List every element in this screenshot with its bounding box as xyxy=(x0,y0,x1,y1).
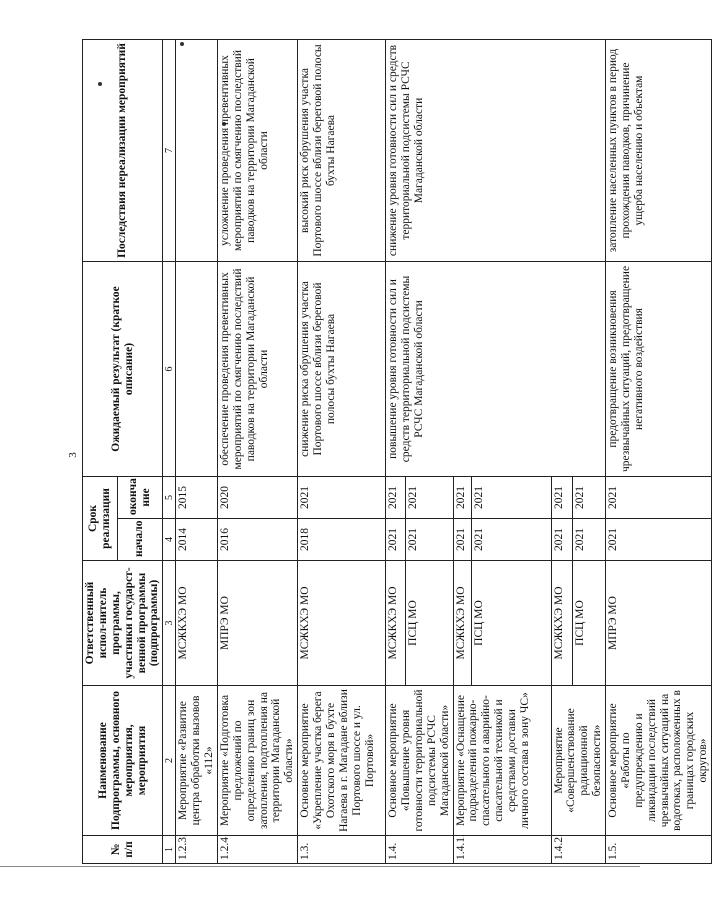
row-executor: МСЖКХЭ МО xyxy=(298,561,386,686)
row-executor: ПСЦ МО xyxy=(406,561,453,686)
row-name: Мероприятие «Оснащение подразделений пожарно-спасательного и аварийно-спасательной техникой и средствами доставки личного состава в зону ЧС» xyxy=(453,686,551,836)
row-number: 1.2.3. xyxy=(176,836,218,864)
row-name: Мероприятие «Подготовка предложений по определению границ зон затопления, подтопления на территории Магаданской области» xyxy=(217,686,297,836)
row-name: Основное мероприятие «Повышение уровня готовности территориальной подсистемы РСЧС Магаданской области» xyxy=(386,686,453,836)
table-row xyxy=(298,39,386,863)
row-start: 2021 xyxy=(471,519,551,561)
row-expected: обеспечение проведения превентивных мероприятий по смягчению последствий паводков на территории Магаданской области xyxy=(217,261,297,476)
row-executor: МСЖКХЭ МО xyxy=(551,561,572,686)
header-num: № п/п xyxy=(83,836,163,864)
index-cell: 5 xyxy=(163,476,176,518)
row-end: 2021 xyxy=(606,476,712,518)
row-expected xyxy=(176,261,218,476)
program-table xyxy=(82,39,712,864)
row-end: 2021 xyxy=(406,476,453,518)
row-executor: МСЖКХЭ МО xyxy=(453,561,471,686)
table-row xyxy=(217,39,297,863)
row-number: 1.3. xyxy=(298,836,386,864)
row-executor: МСЖКХЭ МО xyxy=(386,561,406,686)
rotated-table-viewport xyxy=(82,40,710,864)
row-number: 1.4.2. xyxy=(551,836,606,864)
bottom-rule xyxy=(0,866,640,867)
row-consequences: усложнение проведения превентивных мероприятий по смягчению последствий паводков на территории Магаданской области xyxy=(217,39,297,261)
row-expected: снижение риска обрушения участка Портового шоссе вблизи береговой полосы бухты Нагаева xyxy=(298,261,386,476)
index-cell: 2 xyxy=(163,686,176,836)
row-start: 2021 xyxy=(453,519,471,561)
header-executor: Ответственный испол-нитель программы, участники госудаpст-венной программы (подпрограммы) xyxy=(83,561,163,686)
table-row xyxy=(176,39,218,863)
row-start: 2014 xyxy=(176,519,218,561)
row-end: 2021 xyxy=(386,476,406,518)
index-row xyxy=(163,39,176,863)
index-cell: 7 xyxy=(163,39,176,261)
header-row xyxy=(83,39,118,863)
row-number: 1.5. xyxy=(606,836,712,864)
row-executor: МСЖКХЭ МО xyxy=(176,561,218,686)
row-start: 2021 xyxy=(606,519,712,561)
row-end: 2021 xyxy=(453,476,471,518)
index-cell: 1 xyxy=(163,836,176,864)
row-name: Основное мероприятие «Укрепление участка берега Охотского моря в бухте Нагаева в г. Магадане вблизи Портового шоссе и ул. Портовой» xyxy=(298,686,386,836)
header-consequences: Последствия нереализации мероприятий xyxy=(83,39,163,261)
header-name: Наименование Подпрограммы, основного мероприятия, мероприятия xyxy=(83,686,163,836)
row-start: 2016 xyxy=(217,519,297,561)
row-start: 2021 xyxy=(551,519,572,561)
row-name: Мероприятие «Совершенствование радиационной безопасности» xyxy=(551,686,606,836)
row-consequences: затопление населенных пунктов в период прохождения паводков, причинение ущерба населению и объектам xyxy=(606,39,712,261)
page-number: 3 xyxy=(67,452,79,458)
header-period: Срок реализации xyxy=(83,476,118,560)
row-name: Основное мероприятие «Работы по предупреждению и ликвидации последствий чрезвычайных ситуаций на водотоках, расположенных в границах городских округов» xyxy=(606,686,712,836)
header-end: оконча ние xyxy=(117,476,163,518)
index-cell: 6 xyxy=(163,261,176,476)
row-end: 2021 xyxy=(471,476,551,518)
row-executor: МПРЭ МО xyxy=(606,561,712,686)
row-expected: предотвращение возникновения чрезвычайных ситуаций, предотвращение негативного воздействия xyxy=(606,261,712,476)
row-executor: ПСЦ МО xyxy=(572,561,605,686)
row-name: Мероприятие «Развитие центра обработки вызовов «112» xyxy=(176,686,218,836)
row-number: 1.4.1. xyxy=(453,836,551,864)
row-start: 2021 xyxy=(406,519,453,561)
row-end: 2020 xyxy=(217,476,297,518)
row-executor: ПСЦ МО xyxy=(471,561,551,686)
row-number: 1.4. xyxy=(386,836,453,864)
row-start: 2021 xyxy=(386,519,406,561)
row-end: 2021 xyxy=(298,476,386,518)
index-cell: 3 xyxy=(163,561,176,686)
row-consequences xyxy=(176,39,218,261)
row-end: 2015 xyxy=(176,476,218,518)
row-end: 2021 xyxy=(572,476,605,518)
row-end: 2021 xyxy=(551,476,572,518)
table-row xyxy=(606,39,712,863)
row-consequences: высокий риск обрушения участка Портового шоссе вблизи береговой полосы бухты Нагаева xyxy=(298,39,386,261)
rotated-table xyxy=(82,40,710,864)
header-expected: Ожидаемый результат (краткое описание) xyxy=(83,261,163,476)
row-start: 2021 xyxy=(572,519,605,561)
row-expected: повышение уровня готовности сил и средств территориальной подсистемы РСЧС Магаданской области xyxy=(386,261,606,476)
header-start: начало xyxy=(117,519,163,561)
table-row xyxy=(386,39,406,863)
row-consequences: снижение уровня готовности сил и средств территориальной подсистемы РСЧС Магаданской области xyxy=(386,39,606,261)
row-executor: МПРЭ МО xyxy=(217,561,297,686)
row-number: 1.2.4 xyxy=(217,836,297,864)
index-cell: 4 xyxy=(163,519,176,561)
row-start: 2018 xyxy=(298,519,386,561)
